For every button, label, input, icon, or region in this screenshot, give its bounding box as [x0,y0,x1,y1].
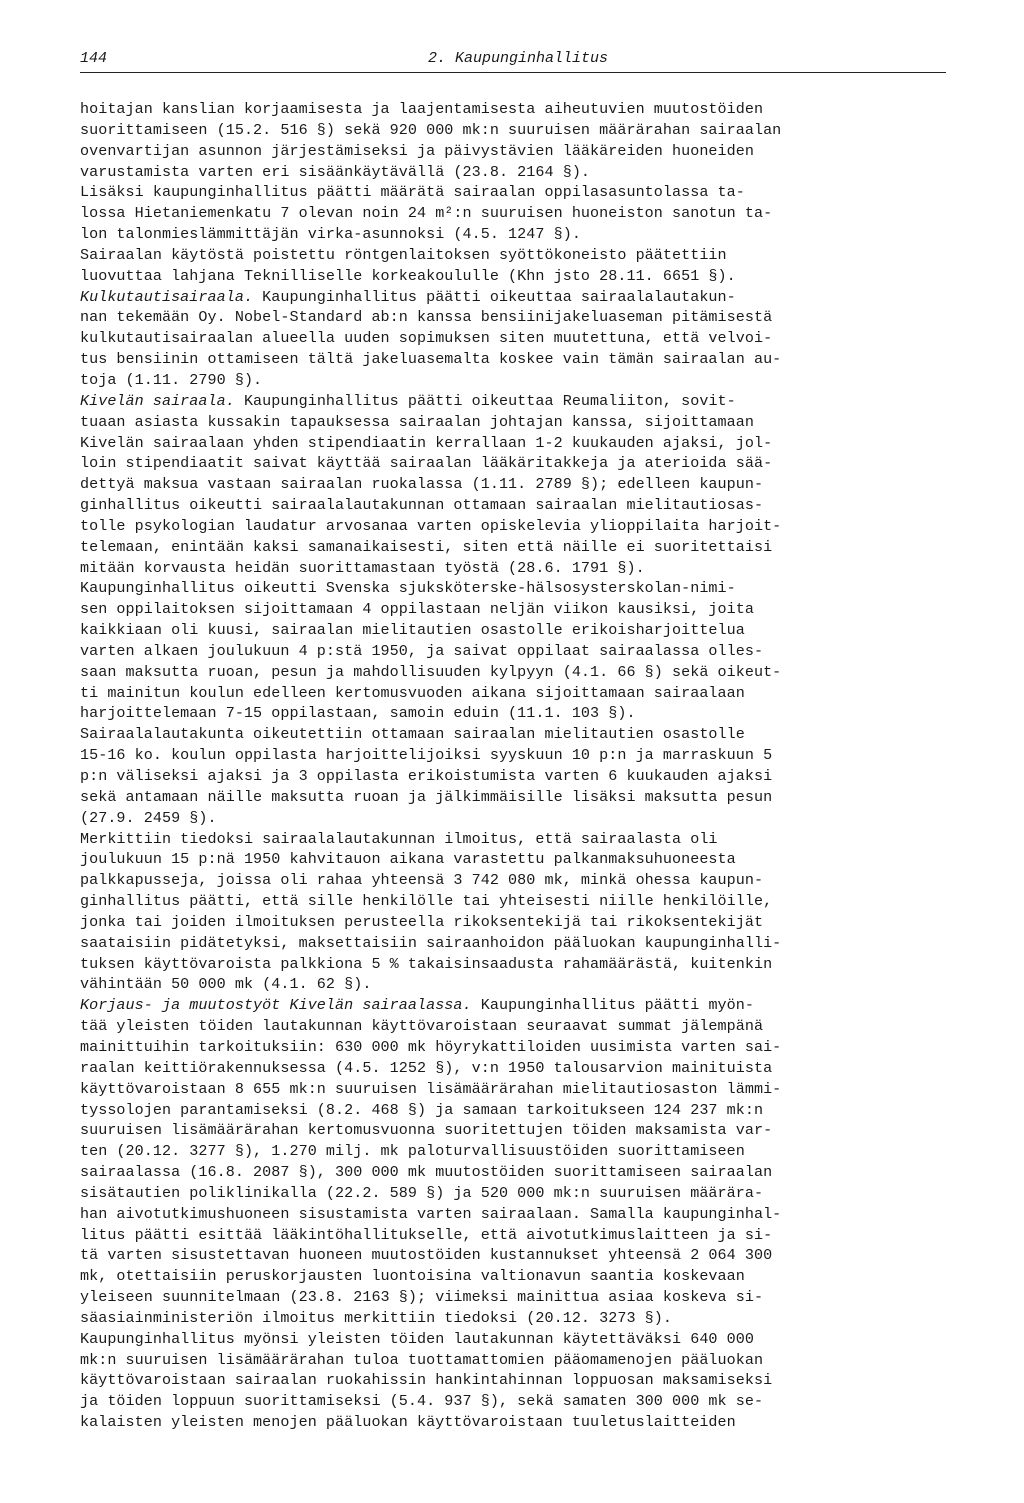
line-text: Lisäksi kaupunginhallitus päätti määrätä sairaalan oppilasasuntolassa ta- [80,183,745,202]
text-line [80,1350,946,1371]
line-text: Kivelän sairaalaan yhden stipendiaatin kerrallaan 1-2 kuukauden ajaksi, jol- [80,433,773,452]
line-text: Kaupunginhallitus myönsi yleisten töiden lautakunnan käytettäväksi 640 000 [80,1329,754,1348]
text-line [80,683,946,704]
text-line [80,787,946,808]
line-text: Kaupunginhallitus päätti myön- [471,996,754,1015]
line-text: ten (20.12. 3277 §), 1.270 milj. mk paloturvallisuustöiden suorittamiseen [80,1142,745,1161]
text-line [80,1245,946,1266]
line-text: harjoittelemaan 7-15 oppilastaan, samoin eduin (11.1. 103 §). [80,704,636,723]
text-line [80,1183,946,1204]
line-text: Kaupunginhallitus oikeutti Svenska sjuksköterske-hälsosysterskolan-nimi- [80,579,736,598]
text-line [80,537,946,558]
line-text: (27.9. 2459 §). [80,808,217,827]
line-text: käyttövaroistaan sairaalan ruokahissin hankintahinnan loppuosan maksamiseksi [80,1371,773,1390]
line-text: Kaupunginhallitus päätti oikeuttaa sairaalalautakun- [253,287,736,306]
line-text: mk:n suuruisen lisämäärärahan tuloa tuottamattomien pääomamenojen pääluokan [80,1350,764,1369]
line-text: loin stipendiaatit saivat käyttää sairaalan lääkäritakkeja ja aterioida sää- [80,454,773,473]
line-text: kaikkiaan oli kuusi, sairaalan mielitautien osastolle erikoisharjoittelua [80,621,745,640]
line-text: nan tekemään Oy. Nobel-Standard ab:n kanssa bensiinijakeluaseman pitämisestä [80,308,773,327]
text-line [80,224,946,245]
line-text: mainittuihin tarkoituksiin: 630 000 mk höyrykattiloiden uusimista varten sai- [80,1037,782,1056]
text-line [80,745,946,766]
text-line [80,662,946,683]
text-line [80,1204,946,1225]
text-line [80,412,946,433]
line-text: tää yleisten töiden lautakunnan käyttövaroistaan seuraavat summat jälempänä [80,1017,764,1036]
text-line [80,558,946,579]
line-text: sairaalassa (16.8. 2087 §), 300 000 mk muutostöiden suorittamiseen sairaalan [80,1163,773,1182]
text-line [80,182,946,203]
line-text: tolle psykologian laudatur arvosanaa varten opiskelevia ylioppilaita harjoit- [80,516,782,535]
text-line [80,495,946,516]
line-text: ginhallitus oikeutti sairaalalautakunnan ottamaan sairaalan mielitautiosas- [80,496,764,515]
line-text: lon talonmieslämmittäjän virka-asunnoksi (4.5. 1247 §). [80,225,581,244]
line-text: mitään korvausta heidän suorittamastaan työstä (28.6. 1791 §). [80,558,645,577]
text-line [80,933,946,954]
line-text: ginhallitus päätti, että sille henkilölle tai yhteisesti niille henkilöille, [80,892,773,911]
text-line [80,433,946,454]
line-text: p:n väliseksi ajaksi ja 3 oppilasta erikoistumista varten 6 kuukauden ajaksi [80,767,773,785]
text-line [80,641,946,662]
text-line [80,1370,946,1391]
line-text: vähintään 50 000 mk (4.1. 62 §). [80,975,372,994]
text-line [80,808,946,829]
text-line [80,1287,946,1308]
line-text: joulukuun 15 p:nä 1950 kahvitauon aikana varastettu palkanmaksuhuoneesta [80,850,736,869]
text-line [80,245,946,266]
text-line [80,1037,946,1058]
line-text: kulkutautisairaalan alueella uuden sopimuksen siten muutettuna, että velvoi- [80,329,773,348]
page-header [80,48,946,73]
running-title: 2. Kaupunginhallitus [428,50,609,67]
text-line [80,1079,946,1100]
text-line [80,1266,946,1287]
text-line [80,1162,946,1183]
text-line [80,1120,946,1141]
line-text: Kaupunginhallitus päätti oikeuttaa Reumaliiton, sovit- [234,391,736,410]
text-line [80,370,946,391]
line-text: litus päätti esittää lääkintöhallitukselle, että aivotutkimuslaitteen ja si- [80,1225,773,1244]
text-line [80,349,946,370]
text-line [80,141,946,162]
text-line [80,453,946,474]
line-text: raalan keittiörakennuksessa (4.5. 1252 §), v:n 1950 talousarvion mainituista [80,1058,773,1077]
text-line [80,1141,946,1162]
text-line [80,995,946,1016]
line-text: Merkittiin tiedoksi sairaalalautakunnan ilmoitus, että sairaalasta oli [80,829,718,848]
text-line [80,1058,946,1079]
section-heading: Kivelän sairaala. [80,391,235,410]
line-text: toja (1.11. 2790 §). [80,370,263,389]
line-text: varustamista varten eri sisäänkäytävällä (23.8. 2164 §). [80,162,591,181]
line-text: 15-16 ko. koulun oppilasta harjoittelijoiksi syyskuun 10 p:n ja marraskuun 5 [80,746,773,765]
line-text: säasiainministeriön ilmoitus merkittiin tiedoksi (20.12. 3273 §). [80,1308,673,1327]
line-text: hoitajan kanslian korjaamisesta ja laajentamisesta aiheutuvien muutostöiden [80,100,764,118]
line-text: suorittamiseen (15.2. 516 §) sekä 920 000 mk:n suuruisen määrärahan sairaalan [80,120,782,139]
text-line [80,724,946,745]
text-line [80,599,946,620]
text-line [80,766,946,787]
text-line [80,1391,946,1412]
line-text: palkkapusseja, joissa oli rahaa yhteensä 3 742 080 mk, minkä ohessa kaupun- [80,871,764,890]
text-line [80,974,946,995]
text-line [80,287,946,308]
text-line [80,829,946,850]
text-line [80,516,946,537]
line-text: saataisiin pidätetyksi, maksettaisiin sairaanhoidon pääluokan kaupunginhalli- [80,933,782,952]
line-text: tuksen käyttövaroista palkkiona 5 % takaisinsaadusta rahamäärästä, kuitenkin [80,954,773,973]
line-text: sisätautien poliklinikalla (22.2. 589 §) ja 520 000 mk:n suuruisen määrära- [80,1183,764,1202]
page-number: 144 [80,50,108,67]
line-text: käyttövaroistaan 8 655 mk:n suuruisen lisämäärärahan mielitautiosaston lämmi- [80,1079,782,1098]
line-text: tyssolojen parantamiseksi (8.2. 468 §) ja samaan tarkoitukseen 124 237 mk:n [80,1100,764,1119]
line-text: varten alkaen joulukuun 4 p:stä 1950, ja saivat oppilaat sairaalassa olles- [80,641,764,660]
text-line [80,578,946,599]
line-text: sekä antamaan näille maksutta ruoan ja jälkimmäisille lisäksi maksutta pesun [80,787,773,806]
line-text: ovenvartijan asunnon järjestämiseksi ja päivystävien lääkäreiden huoneiden [80,141,754,160]
line-text: suuruisen lisämäärärahan kertomusvuonna suoritettujen töiden maksamista var- [80,1121,773,1140]
line-text: tus bensiinin ottamiseen tältä jakeluasemalta koskee vain tämän sairaalan au- [80,350,782,369]
line-text: yleiseen suunnitelmaan (23.8. 2163 §); viimeksi mainittua asiaa koskeva si- [80,1288,764,1307]
line-text: luovuttaa lahjana Teknilliselle korkeakoululle (Khn jsto 28.11. 6651 §). [80,266,736,285]
text-line [80,307,946,328]
text-line [80,1016,946,1037]
line-text: kalaisten yleisten menojen pääluokan käyttövaroistaan tuuletuslaitteiden [80,1413,736,1432]
line-text: sen oppilaitoksen sijoittamaan 4 oppilastaan neljän viikon kausiksi, joita [80,600,754,619]
document-page [80,48,946,1433]
text-line [80,266,946,287]
line-text: mk, otettaisiin peruskorjausten luontoisina valtionavun saantia koskevaan [80,1267,745,1286]
text-line [80,474,946,495]
line-text: ti mainitun koulun edelleen kertomusvuoden aikana sijoittamaan sairaalaan [80,683,745,702]
line-text: Sairaalan käytöstä poistettu röntgenlaitoksen syöttökoneisto päätettiin [80,245,727,264]
section-heading: Korjaus- ja muutostyöt Kivelän sairaalassa. [80,996,472,1015]
text-line [80,1329,946,1350]
text-line [80,891,946,912]
text-line [80,870,946,891]
line-text: saan maksutta ruoan, pesun ja mahdollisuuden kylpyyn (4.1. 66 §) sekä oikeut- [80,662,782,681]
line-text: tuaan asiasta kussakin tapauksessa sairaalan johtajan kanssa, sijoittamaan [80,412,754,431]
text-line [80,703,946,724]
text-line [80,1225,946,1246]
text-line [80,954,946,975]
text-line [80,99,946,120]
text-line [80,1412,946,1433]
text-line [80,391,946,412]
text-line [80,162,946,183]
line-text: lossa Hietaniemenkatu 7 olevan noin 24 m²:n suuruisen huoneiston sanotun ta- [80,204,773,223]
text-line [80,328,946,349]
line-text: ja töiden loppuun suorittamiseksi (5.4. 937 §), sekä samaten 300 000 mk se- [80,1392,764,1411]
text-line [80,849,946,870]
body-text [80,99,946,1433]
line-text: telemaan, enintään kaksi samanaikaisesti, siten että näille ei suoritettaisi [80,537,773,556]
text-line [80,1100,946,1121]
line-text: dettyä maksua vastaan sairaalan ruokalassa (1.11. 2789 §); edelleen kaupun- [80,475,764,494]
text-line [80,620,946,641]
line-text: tä varten sisustettavan huoneen muutostöiden kustannukset yhteensä 2 064 300 [80,1246,773,1265]
text-line [80,120,946,141]
text-line [80,1308,946,1329]
section-heading: Kulkutautisairaala. [80,287,254,306]
line-text: jonka tai joiden ilmoituksen perusteella rikoksentekijä tai rikoksentekijät [80,912,764,931]
line-text: Sairaalalautakunta oikeutettiin ottamaan sairaalan mielitautien osastolle [80,725,745,744]
text-line [80,203,946,224]
text-line [80,912,946,933]
line-text: han aivotutkimushuoneen sisustamista varten sairaalaan. Samalla kaupunginhal- [80,1204,782,1223]
